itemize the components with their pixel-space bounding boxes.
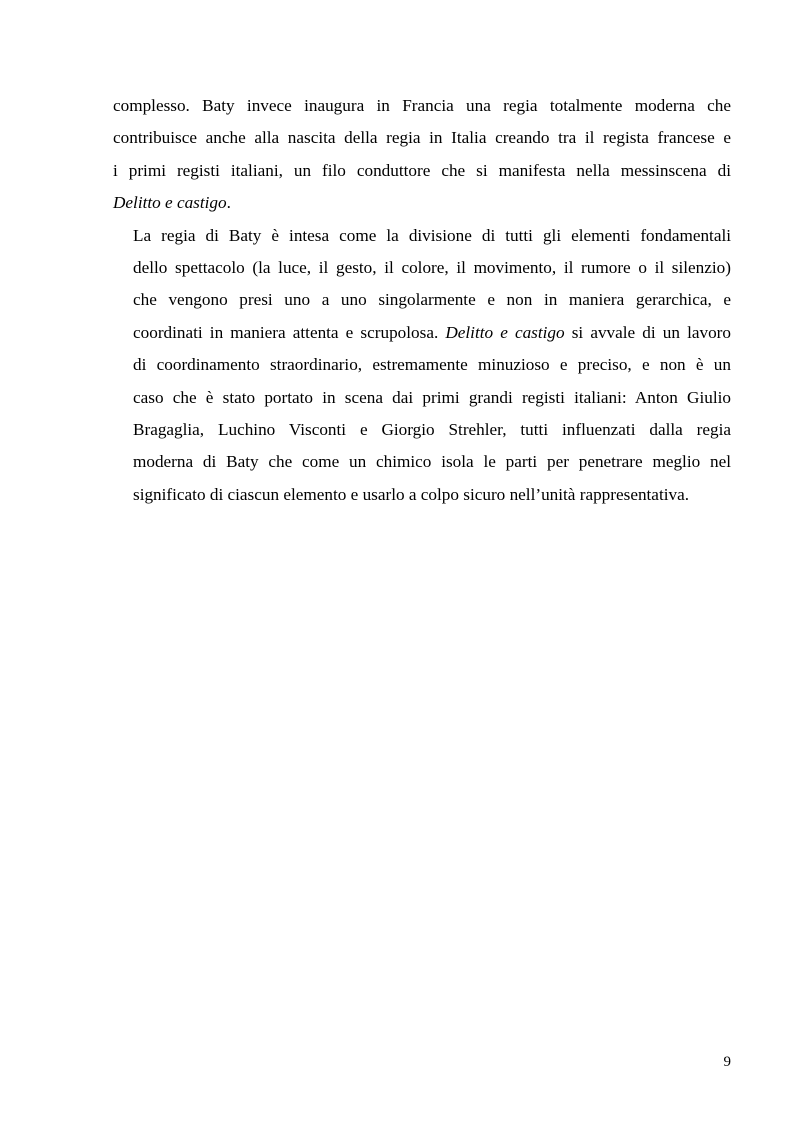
- text-run: dello spettacolo (la luce, il gesto, il colore, il movimento, il rumore o il silenzio): [133, 258, 731, 278]
- text-run: La regia di Baty è intesa come la divisione di tutti gli elementi fondamentali: [133, 225, 731, 245]
- text-run: .: [226, 193, 231, 213]
- paragraph: [113, 220, 731, 512]
- text-line: [113, 414, 731, 446]
- text-line: [113, 382, 731, 414]
- text-line: [113, 349, 731, 381]
- text-run: Bragaglia, Luchino Visconti e Giorgio Strehler, tutti influenzati dalla regia: [133, 420, 731, 440]
- text-line: [113, 317, 731, 349]
- body-text: [113, 90, 731, 511]
- text-run: contribuisce anche alla nascita della regia in Italia creando tra il regista francese e: [113, 128, 731, 148]
- text-run: complesso. Baty invece inaugura in Francia una regia totalmente moderna che: [113, 96, 731, 115]
- text-line: [113, 479, 731, 511]
- text-run: significato di ciascun elemento e usarlo a colpo sicuro nell’unità rappresentativa.: [133, 484, 690, 504]
- text-run: si avvale di un lavoro: [564, 322, 732, 342]
- text-run: moderna di Baty che come un chimico isola le parti per penetrare meglio nel: [133, 452, 731, 472]
- italic-title: Delitto e castigo: [113, 193, 227, 213]
- text-line: [113, 122, 731, 154]
- text-run: di coordinamento straordinario, estremamente minuzioso e preciso, e non è un: [133, 355, 731, 375]
- text-line: [113, 284, 731, 316]
- text-run: i primi registi italiani, un filo conduttore che si manifesta nella messinscena di: [113, 160, 731, 180]
- italic-title: Delitto e castigo: [445, 322, 565, 342]
- text-line: [113, 446, 731, 478]
- text-line: [113, 252, 731, 284]
- text-run: caso che è stato portato in scena dai primi grandi registi italiani: Anton Giulio: [133, 387, 731, 407]
- text-line: [113, 155, 731, 187]
- page-number: 9: [723, 1054, 731, 1070]
- paragraph: [113, 90, 731, 220]
- text-run: coordinati in maniera attenta e scrupolosa.: [133, 322, 446, 342]
- text-run: che vengono presi uno a uno singolarmente e non in maniera gerarchica, e: [133, 290, 731, 310]
- text-line: [113, 187, 731, 219]
- text-line: [113, 90, 731, 122]
- text-line: [113, 220, 731, 252]
